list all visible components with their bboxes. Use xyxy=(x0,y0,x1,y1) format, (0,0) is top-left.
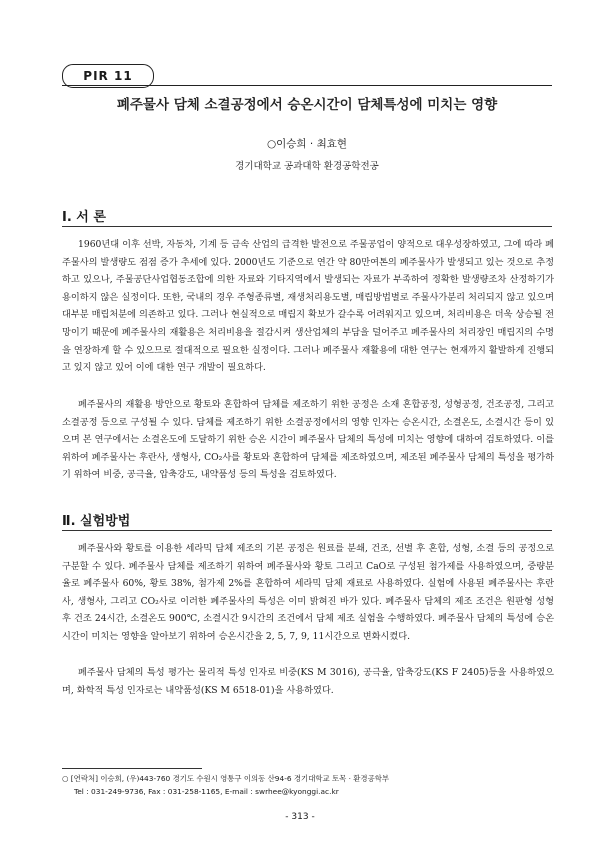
authors: ○이승희 · 최효현 xyxy=(266,138,348,150)
paper-title: 폐주물사 담체 소결공정에서 승온시간이 담체특성에 미치는 영향 xyxy=(116,97,498,113)
section-rule xyxy=(62,530,552,531)
section-rule xyxy=(62,226,552,227)
session-tag: PIR 11 xyxy=(62,64,154,88)
intro-paragraph-1: 1960년대 이후 선박, 자동차, 기계 등 금속 산업의 급격한 발전으로 주물공업이 양적으로 대우성장하였고, 그에 따라 폐주물사의 발생량도 점점 증가 추세에 있다. 2000년도 기준으로 연간 약 80만여톤의 폐주물사가 발생되고 있는 것으로 추정하고 있으나, 주물공단사업협동조합에 의한 자료와 기타지역에서 발생되는 자료가 부족하여 정확한 발생량조차 산정하기가 용이하지 않은 실정이다. 또한, 국내의 경우 주형종류별, 재생처리용도별, 매립방법별로 주물사가분리 처리되지 않고 있으며 대부분 매립처분에 의존하고 있다. 그러나 현실적으로 매립지 확보가 갈수록 어려워지고 있으며, 처리비용은 더욱 상승될 전망이기 때문에 폐주물사의 재활용은 처리비용을 절감시켜 생산업체의 부담을 덜어주고 폐주물사의 처리장인 매립지의 수명을 연장하게 할 수 있으므로 절대적으로 필요한 실정이다. 그러나 폐주물사 재활용에 대한 연구는 현재까지 활발하게 진행되고 있지 않고 있어 이에 대한 연구 개발이 필요하다. xyxy=(62,239,554,374)
section-heading-introduction: Ⅰ. 서 론 xyxy=(62,210,106,225)
title-rule xyxy=(62,85,552,86)
page-number: - 313 - xyxy=(285,812,315,822)
footnote-tel-email: Tel : 031-249-9736, Fax : 031-258-1165, E-mail : swrhee@kyonggi.ac.kr xyxy=(74,787,339,796)
section-heading-methods: Ⅱ. 실험방법 xyxy=(62,514,131,529)
intro-paragraph-2: 폐주물사의 재활용 방안으로 황토와 혼합하여 담체를 제조하기 위한 공정은 소재 혼합공정, 성형공정, 건조공정, 그리고 소결공정 등으로 구성될 수 있다. 담체를 제조하기 위한 소결공정에서의 영향 인자는 승온시간, 소결온도, 소결시간 등이 있으며 본 연구에서는 소결온도에 도달하기 위한 승온 시간이 폐주물사 담체의 특성에 미치는 영향에 대하여 검토하였다. 이를 위하여 폐주물사는 후란사, 생형사, CO₂사를 황토와 혼합하여 담체를 제조하였으며, 제조된 폐주물사 담체의 특성을 평가하기 위하여 비중, 공극율, 압축강도, 내약품성 등의 특성을 검토하였다. xyxy=(62,399,554,481)
affiliation: 경기대학교 공과대학 환경공학전공 xyxy=(235,161,379,172)
methods-paragraph-2: 폐주물사 담체의 특성 평가는 물리적 특성 인자로 비중(KS M 3016), 공극율, 압축강도(KS F 2405)등을 사용하였으며, 화학적 특성 인자로는 내약품성(KS M 6518-01)을 사용하였다. xyxy=(62,667,554,696)
footnote-rule xyxy=(62,768,202,769)
footnote-contact: ○ [연락처] 이승희, (우)443-760 경기도 수원시 영통구 이의동 산94-6 경기대학교 토목 · 환경공학부 xyxy=(62,774,389,783)
methods-paragraph-1: 폐주물사와 황토를 이용한 세라믹 담체 제조의 기본 공정은 원료를 분쇄, 건조, 선별 후 혼합, 성형, 소결 등의 공정으로 구분할 수 있다. 폐주물사 담체를 제조하기 위하여 폐주물사와 황토 그리고 CaO로 구성된 첨가제를 사용하였으며, 중량분율로 폐주물사 60%, 황토 38%, 첨가제 2%를 혼합하여 세라믹 담체 재료로 사용하였다. 실험에 사용된 폐주물사는 후란사, 생형사, 그리고 CO₂사로 이러한 폐주물사의 특성은 이미 밝혀진 바가 있다. 폐주물사 담체의 제조 조건은 원판형 성형 후 건조 24시간, 소결온도 900℃, 소결시간 9시간의 조건에서 담체 제조 실험을 수행하였다. 폐주물사 담체의 특성에 승온시간이 미치는 영향을 알아보기 위하여 승온시간을 2, 5, 7, 9, 11시간으로 변화시켰다. xyxy=(62,543,554,642)
